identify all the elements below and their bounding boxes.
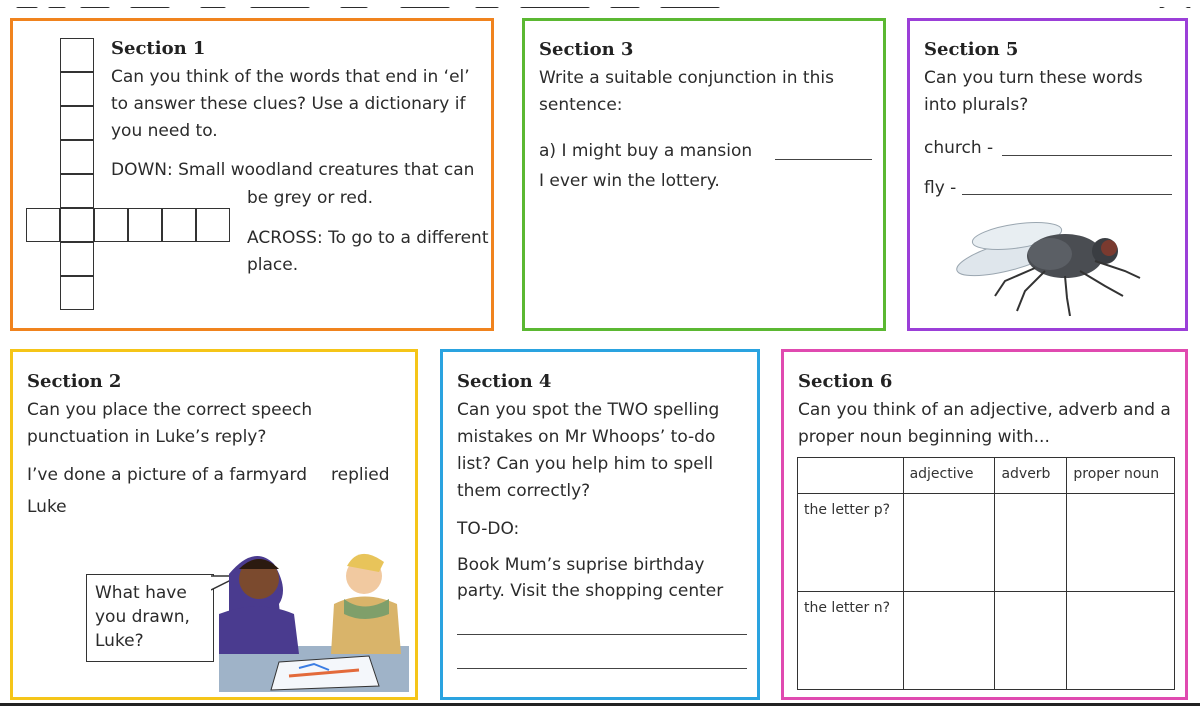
word-table — [797, 457, 1175, 690]
section-3-instruction-2: sentence: — [539, 95, 623, 115]
table-answer-cell[interactable] — [995, 494, 1067, 592]
page-header-remnant — [0, 0, 1200, 8]
page-bottom-rule — [0, 703, 1200, 706]
section-6-card — [781, 349, 1188, 700]
section-2-instruction-1: Can you place the correct speech — [27, 400, 313, 420]
clue-across-1: ACROSS: To go to a different — [247, 228, 489, 248]
section-6-instruction-1: Can you think of an adjective, adverb and a — [798, 400, 1171, 420]
luke-reply-part-3: Luke — [27, 497, 67, 517]
children-drawing-illustration-icon — [219, 544, 409, 692]
section-1-instruction-2: to answer these clues? Use a dictionary if — [111, 94, 466, 114]
table-row — [798, 494, 1175, 592]
clue-down-2: be grey or red. — [247, 188, 374, 208]
luke-reply-part-1: I’ve done a picture of a farmyard — [27, 465, 307, 485]
table-header-cell: proper noun — [1067, 458, 1175, 494]
section-4-instruction-1: Can you spot the TWO spelling — [457, 400, 720, 420]
table-header-cell: adverb — [995, 458, 1067, 494]
crossword-cell[interactable] — [60, 208, 94, 242]
section-3-question-a: a) I might buy a mansion — [539, 141, 753, 161]
section-4-card — [440, 349, 760, 700]
section-6-instruction-2: proper noun beginning with... — [798, 427, 1050, 447]
section-2-card — [10, 349, 418, 700]
section-1-instruction-1: Can you think of the words that end in ‘el’ — [111, 67, 470, 87]
crossword-cell[interactable] — [60, 106, 94, 140]
section-3-title: Section 3 — [539, 39, 634, 60]
correction-answer-line-2[interactable] — [457, 668, 747, 669]
crossword-cell[interactable] — [60, 276, 94, 310]
conjunction-answer-line[interactable] — [775, 159, 872, 160]
section-4-instruction-4: them correctly? — [457, 481, 591, 501]
section-3-card — [522, 18, 886, 331]
todo-item-1: Book Mum’s suprise birthday — [457, 555, 705, 575]
section-4-instruction-2: mistakes on Mr Whoops’ to-do — [457, 427, 716, 447]
correction-answer-line-1[interactable] — [457, 634, 747, 635]
table-answer-cell[interactable] — [995, 592, 1067, 690]
section-6-title: Section 6 — [798, 371, 893, 392]
luke-reply-part-2: replied — [331, 465, 390, 485]
crossword-cell[interactable] — [60, 140, 94, 174]
crossword-cell[interactable] — [60, 38, 94, 72]
section-3-instruction-1: Write a suitable conjunction in this — [539, 68, 834, 88]
table-row — [798, 592, 1175, 690]
section-4-title: Section 4 — [457, 371, 552, 392]
section-1-title: Section 1 — [111, 38, 206, 59]
section-5-instruction-2: into plurals? — [924, 95, 1029, 115]
section-5-title: Section 5 — [924, 39, 1019, 60]
table-header-cell — [798, 458, 904, 494]
fly-illustration-icon — [955, 206, 1145, 316]
section-1-card — [10, 18, 494, 331]
section-5-card — [907, 18, 1188, 331]
crossword-cell[interactable] — [196, 208, 230, 242]
todo-item-2: party. Visit the shopping center — [457, 581, 724, 601]
section-4-instruction-3: list? Can you help him to spell — [457, 454, 714, 474]
speech-bubble — [86, 574, 214, 662]
table-row-label: the letter p? — [798, 494, 904, 592]
section-2-instruction-2: punctuation in Luke’s reply? — [27, 427, 267, 447]
section-2-title: Section 2 — [27, 371, 122, 392]
speech-bubble-line-1: What have — [95, 583, 187, 603]
table-row-label: the letter n? — [798, 592, 904, 690]
speech-bubble-line-3: Luke? — [95, 631, 144, 651]
fly-answer-line[interactable] — [962, 194, 1172, 195]
speech-bubble-line-2: you drawn, — [95, 607, 190, 627]
table-answer-cell[interactable] — [903, 494, 995, 592]
crossword-cell[interactable] — [60, 174, 94, 208]
header-fragment-icon — [0, 7, 1200, 8]
table-answer-cell[interactable] — [903, 592, 995, 690]
church-answer-line[interactable] — [1002, 155, 1172, 156]
crossword-cell[interactable] — [162, 208, 196, 242]
section-3-question-b: I ever win the lottery. — [539, 171, 720, 191]
clue-across-2: place. — [247, 255, 299, 275]
section-5-instruction-1: Can you turn these words — [924, 68, 1143, 88]
todo-heading: TO-DO: — [457, 519, 520, 539]
section-1-instruction-3: you need to. — [111, 121, 218, 141]
crossword-cell[interactable] — [60, 72, 94, 106]
table-answer-cell[interactable] — [1067, 592, 1175, 690]
table-header-cell: adjective — [903, 458, 995, 494]
crossword-cell[interactable] — [94, 208, 128, 242]
plural-word-fly: fly - — [924, 178, 957, 198]
plural-word-church: church - — [924, 138, 994, 158]
crossword-cell[interactable] — [60, 242, 94, 276]
crossword-cell[interactable] — [26, 208, 60, 242]
crossword-cell[interactable] — [128, 208, 162, 242]
table-header-row — [798, 458, 1175, 494]
table-answer-cell[interactable] — [1067, 494, 1175, 592]
clue-down-1: DOWN: Small woodland creatures that can — [111, 160, 475, 180]
